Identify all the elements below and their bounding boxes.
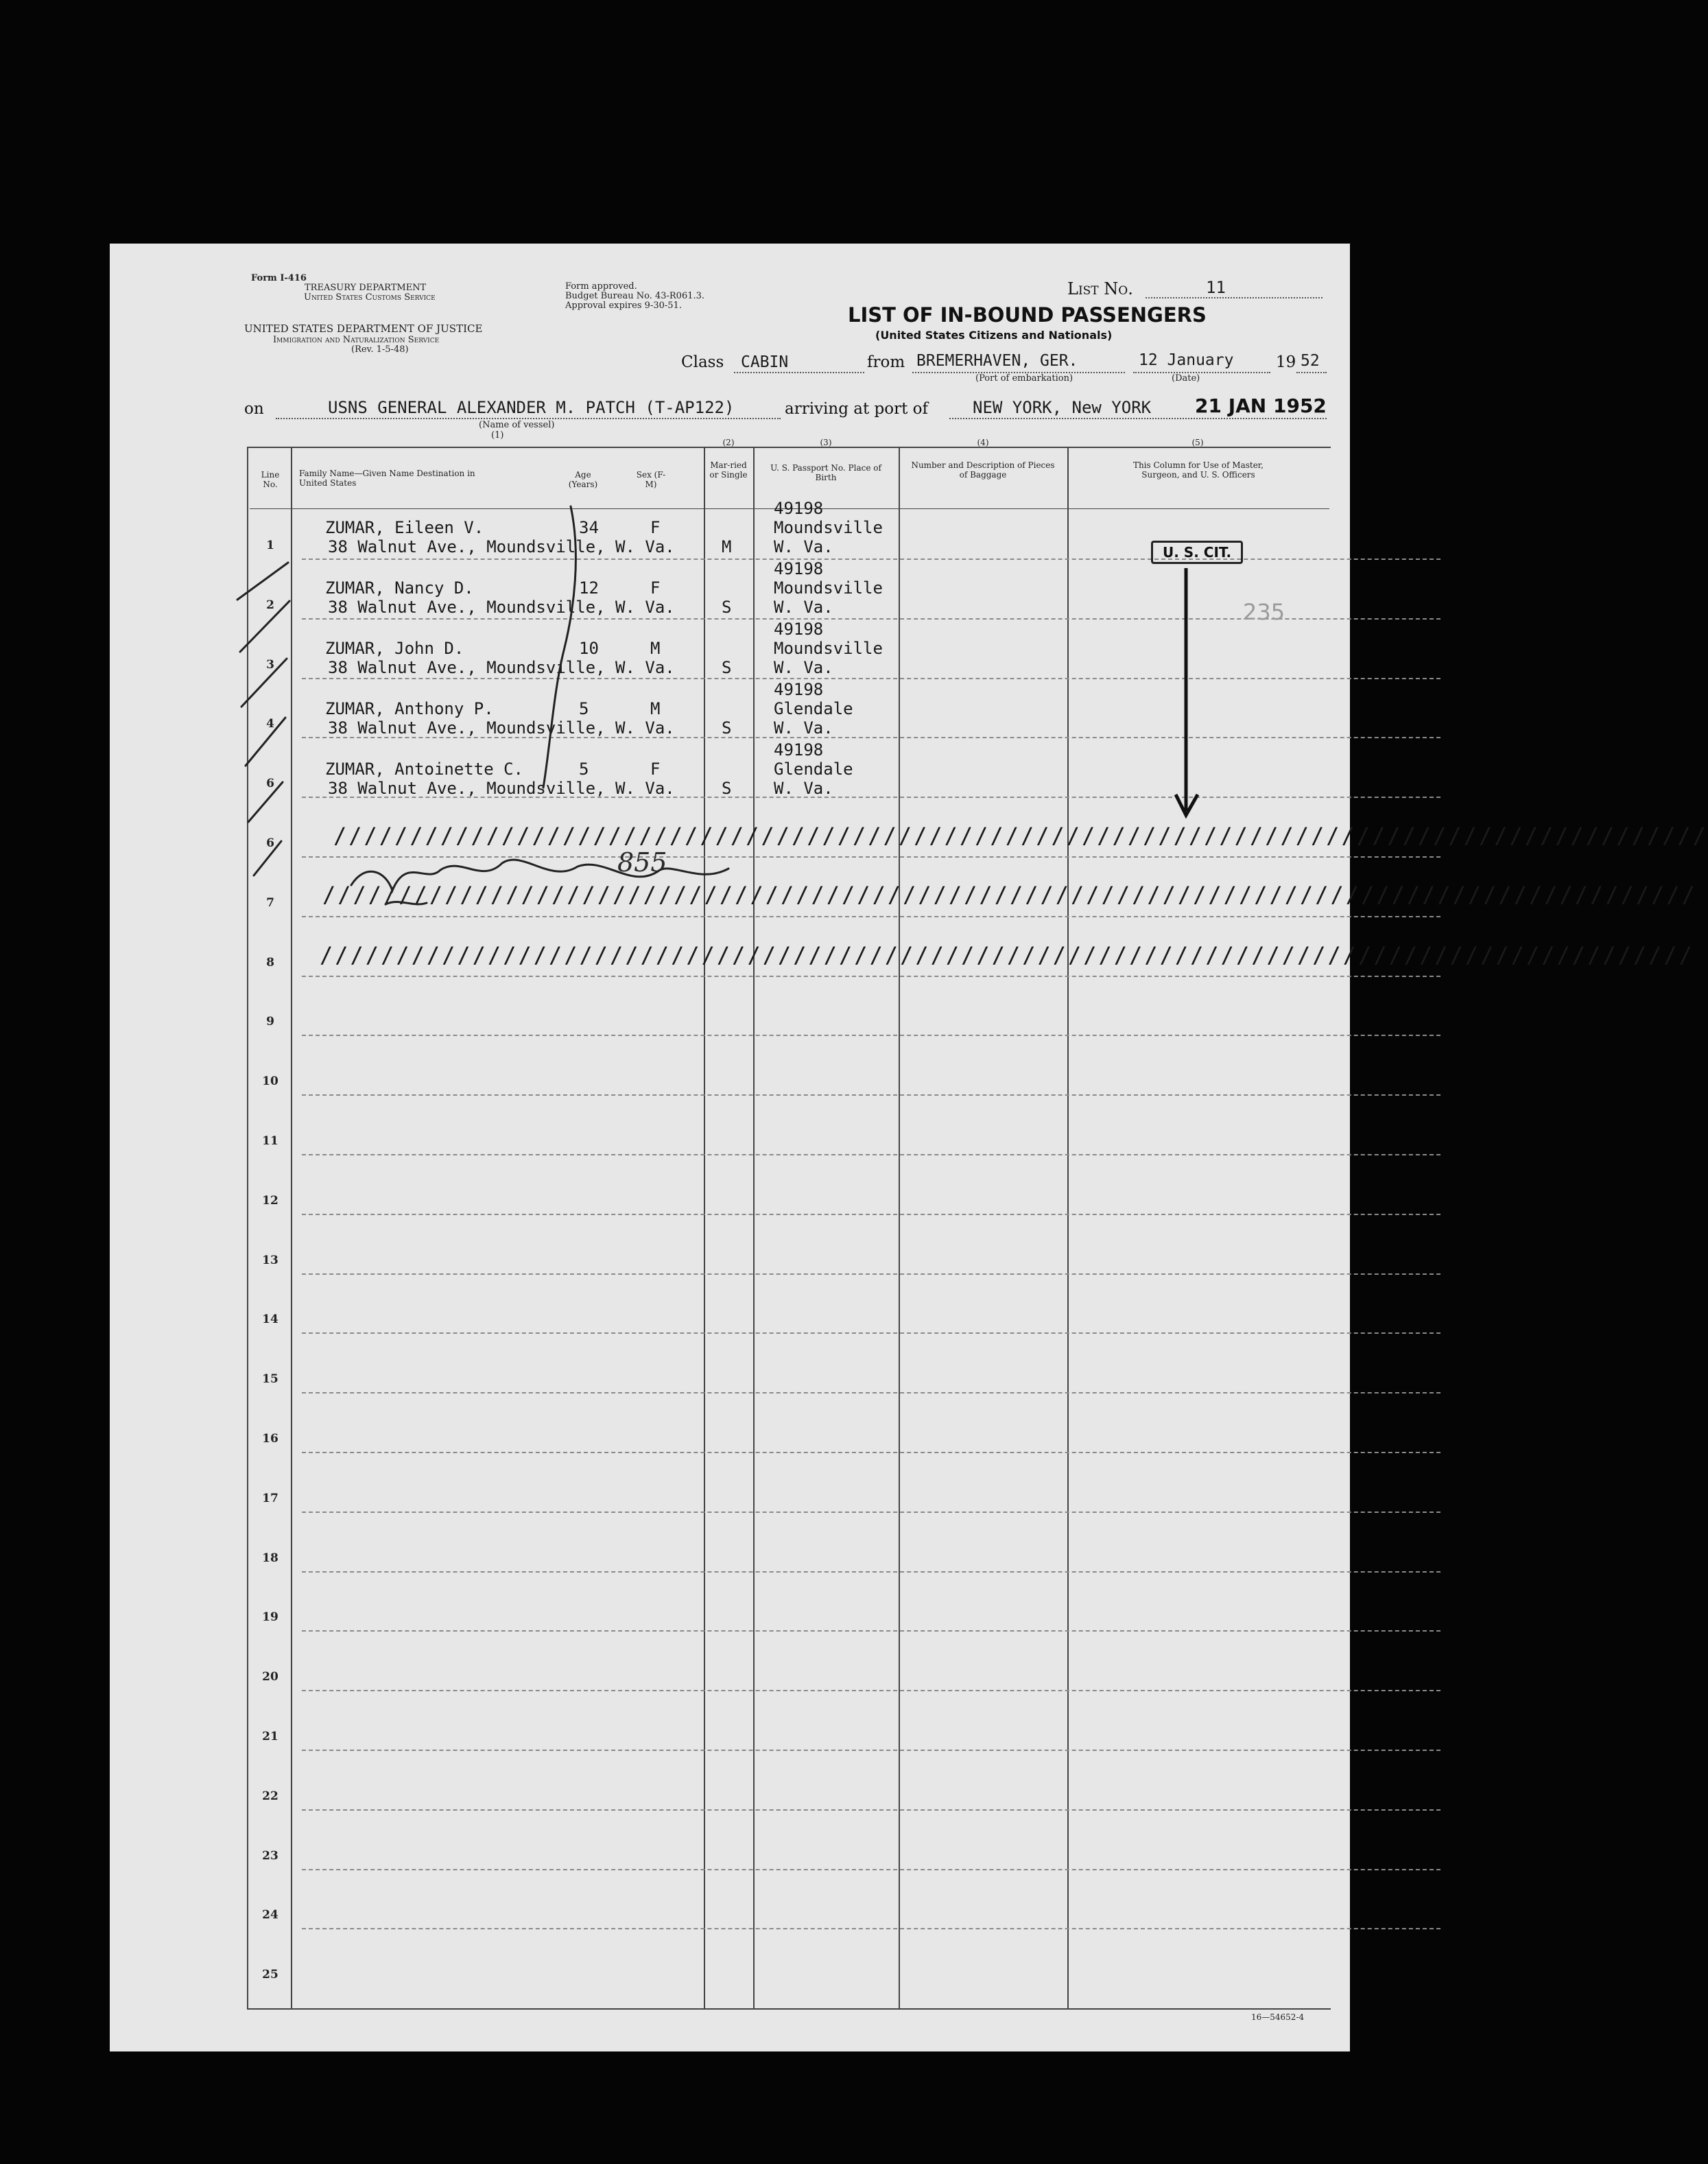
passenger-age: 5 <box>579 760 589 779</box>
check-mark <box>237 563 288 600</box>
table-bottom-border <box>247 2008 1331 2010</box>
vessel-column-number: (1) <box>491 430 504 440</box>
line-number: 14 <box>262 1313 278 1327</box>
document-title: LIST OF IN-BOUND PASSENGERS <box>848 303 1207 327</box>
birth-state: W. Va. <box>774 779 833 798</box>
line-number: 6 <box>266 836 274 850</box>
line-number: 6 <box>266 777 274 791</box>
line-number: 16 <box>262 1432 278 1446</box>
passenger-sex: M <box>650 699 661 718</box>
passenger-sex: F <box>650 760 661 779</box>
row-rule <box>302 1332 1440 1334</box>
marital-status: S <box>722 658 732 677</box>
vessel-name: USNS GENERAL ALEXANDER M. PATCH (T-AP122) <box>328 398 735 417</box>
destination-address: 38 Walnut Ave., Moundsville, W. Va. <box>328 718 675 738</box>
destination-address: 38 Walnut Ave., Moundsville, W. Va. <box>328 658 675 677</box>
vessel-caption: (Name of vessel) <box>479 420 555 430</box>
passenger-name: ZUMAR, Antoinette C. <box>325 760 523 779</box>
row-rule <box>302 1214 1440 1215</box>
col-header-officers: This Column for Use of Master, Surgeon, and U. S. Officers <box>1132 460 1264 480</box>
destination-address: 38 Walnut Ave., Moundsville, W. Va. <box>328 779 675 798</box>
marital-status: S <box>722 718 732 738</box>
cancel-hatch-row-6: ////////////////////////////////////////////////////////////////////////////////////////// <box>333 823 1708 849</box>
row-rule <box>302 976 1440 977</box>
row-rule <box>302 1094 1440 1096</box>
on-label: on <box>244 400 264 418</box>
line-number: 9 <box>266 1015 274 1029</box>
line-number: 10 <box>262 1074 278 1089</box>
ins-service: Immigration and Naturalization Service <box>273 335 440 345</box>
form-number: Form I-416 <box>251 273 307 283</box>
footer-code: 16—54652-4 <box>1251 2012 1305 2022</box>
line-number: 22 <box>262 1789 278 1803</box>
embarkation-date: 12 January <box>1139 351 1234 369</box>
handwriting-overlay <box>180 266 1346 952</box>
signature-scribble <box>351 860 728 891</box>
officer-number: 235 <box>1243 599 1285 625</box>
line-number: 3 <box>266 657 274 672</box>
scribble-tail <box>386 902 427 904</box>
birth-place: Moundsville <box>774 639 883 658</box>
birth-state: W. Va. <box>774 598 833 617</box>
line-number: 13 <box>262 1253 278 1267</box>
line-number: 8 <box>266 955 274 969</box>
marital-status: S <box>722 779 732 798</box>
list-number: 11 <box>1206 278 1226 297</box>
row-rule <box>302 1630 1440 1632</box>
passenger-name: ZUMAR, Nancy D. <box>325 578 474 598</box>
line-number: 20 <box>262 1670 278 1684</box>
row-rule <box>302 1809 1440 1811</box>
bracket-stroke <box>543 506 576 788</box>
col-baggage-number: (4) <box>977 438 989 447</box>
row-rule <box>302 1273 1440 1275</box>
approval-expires: Approval expires 9-30-51. <box>565 301 682 311</box>
budget-bureau: Budget Bureau No. 43-R061.3. <box>565 291 705 301</box>
passenger-name: ZUMAR, Anthony P. <box>325 699 494 718</box>
col-header-baggage: Number and Description of Pieces of Baggage <box>911 460 1055 480</box>
passport-number: 49198 <box>774 499 824 518</box>
row-rule <box>302 1571 1440 1573</box>
line-number: 18 <box>262 1551 278 1565</box>
row-rule <box>302 1869 1440 1870</box>
passenger-sex: F <box>650 518 661 537</box>
passenger-name: ZUMAR, John D. <box>325 639 464 658</box>
class-label: Class <box>681 353 724 371</box>
col-officers-number: (5) <box>1191 438 1204 447</box>
year-value: 52 <box>1301 352 1320 370</box>
line-number: 24 <box>262 1908 278 1922</box>
col-header-passport: U. S. Passport No. Place of Birth <box>770 463 881 482</box>
col-header-line: Line No. <box>261 470 280 489</box>
marital-status: M <box>722 537 732 556</box>
us-citizen-stamp: U. S. CIT. <box>1151 541 1243 564</box>
arriving-label: arriving at port of <box>785 400 928 418</box>
col-passport-number: (3) <box>820 438 832 447</box>
line-number: 23 <box>262 1848 278 1863</box>
treasury-department: TREASURY DEPARTMENT <box>305 283 427 293</box>
line-number: 17 <box>262 1491 278 1505</box>
birth-state: W. Va. <box>774 537 833 556</box>
row-rule <box>302 1928 1440 1929</box>
check-mark <box>254 841 281 875</box>
line-number: 1 <box>266 539 274 552</box>
passport-number: 49198 <box>774 620 824 639</box>
line-number: 25 <box>262 1968 278 1982</box>
row-rule <box>302 1750 1440 1751</box>
passenger-age: 10 <box>579 639 599 658</box>
marital-status: S <box>722 598 732 617</box>
handwritten-note: 855 <box>617 847 667 878</box>
passenger-age: 12 <box>579 578 599 598</box>
passenger-sex: F <box>650 578 661 598</box>
row-rule <box>302 1154 1440 1155</box>
line-number: 4 <box>266 717 274 731</box>
port-of-embarkation: BREMERHAVEN, GER. <box>916 352 1078 370</box>
line-number: 2 <box>266 598 274 612</box>
cancel-hatch-row-7: ////////////////////////////////////////////////////////////////////////////////////////// <box>322 882 1697 908</box>
row-rule <box>302 1392 1440 1393</box>
cancel-hatch-row-8: ////////////////////////////////////////////////////////////////////////////////////////// <box>320 942 1694 968</box>
destination-address: 38 Walnut Ave., Moundsville, W. Va. <box>328 537 675 556</box>
list-no-label: List No. <box>1067 279 1133 298</box>
customs-service: United States Customs Service <box>304 292 436 303</box>
birth-state: W. Va. <box>774 718 833 738</box>
passenger-age: 5 <box>579 699 589 718</box>
col-header-sex: Sex (F-M) <box>636 470 666 489</box>
check-mark <box>246 718 285 766</box>
port-caption: (Port of embarkation) <box>975 373 1074 384</box>
date-caption: (Date) <box>1172 373 1200 384</box>
department-of-justice: UNITED STATES DEPARTMENT OF JUSTICE <box>244 322 483 335</box>
birth-place: Glendale <box>774 760 853 779</box>
destination-address: 38 Walnut Ave., Moundsville, W. Va. <box>328 598 675 617</box>
col-married-number: (2) <box>722 438 735 447</box>
birth-place: Glendale <box>774 699 853 718</box>
row-rule <box>302 1690 1440 1691</box>
col-header-married: Mar-ried or Single <box>709 460 748 480</box>
col-header-name: Family Name—Given Name Destination in United States <box>299 469 475 488</box>
line-number: 19 <box>262 1610 278 1625</box>
birth-state: W. Va. <box>774 658 833 677</box>
birth-place: Moundsville <box>774 518 883 537</box>
form-approved: Form approved. <box>565 281 637 292</box>
check-mark <box>240 601 289 652</box>
col-header-age: Age (Years) <box>568 470 598 489</box>
passport-number: 49198 <box>774 559 824 578</box>
row-rule <box>302 1512 1440 1513</box>
from-label: from <box>867 353 905 371</box>
revision: (Rev. 1-5-48) <box>351 344 409 355</box>
line-number: 7 <box>266 895 274 910</box>
passenger-age: 34 <box>579 518 599 537</box>
line-number: 15 <box>262 1372 278 1387</box>
row-rule <box>302 1035 1440 1036</box>
passport-number: 49198 <box>774 680 824 699</box>
passenger-name: ZUMAR, Eileen V. <box>325 518 484 537</box>
check-mark <box>241 659 287 707</box>
arrival-port: NEW YORK, New YORK <box>973 398 1152 417</box>
year-prefix: 19 <box>1276 353 1296 371</box>
line-number: 11 <box>262 1134 278 1148</box>
class-value: CABIN <box>741 353 789 371</box>
passenger-sex: M <box>650 639 661 658</box>
birth-place: Moundsville <box>774 578 883 598</box>
document-subtitle: (United States Citizens and Nationals) <box>875 329 1113 342</box>
passport-number: 49198 <box>774 740 824 760</box>
line-number: 12 <box>262 1193 278 1208</box>
check-mark <box>248 782 283 822</box>
arrival-date-stamp: 21 JAN 1952 <box>1195 395 1327 417</box>
row-rule <box>302 1452 1440 1453</box>
line-number: 21 <box>262 1730 278 1743</box>
